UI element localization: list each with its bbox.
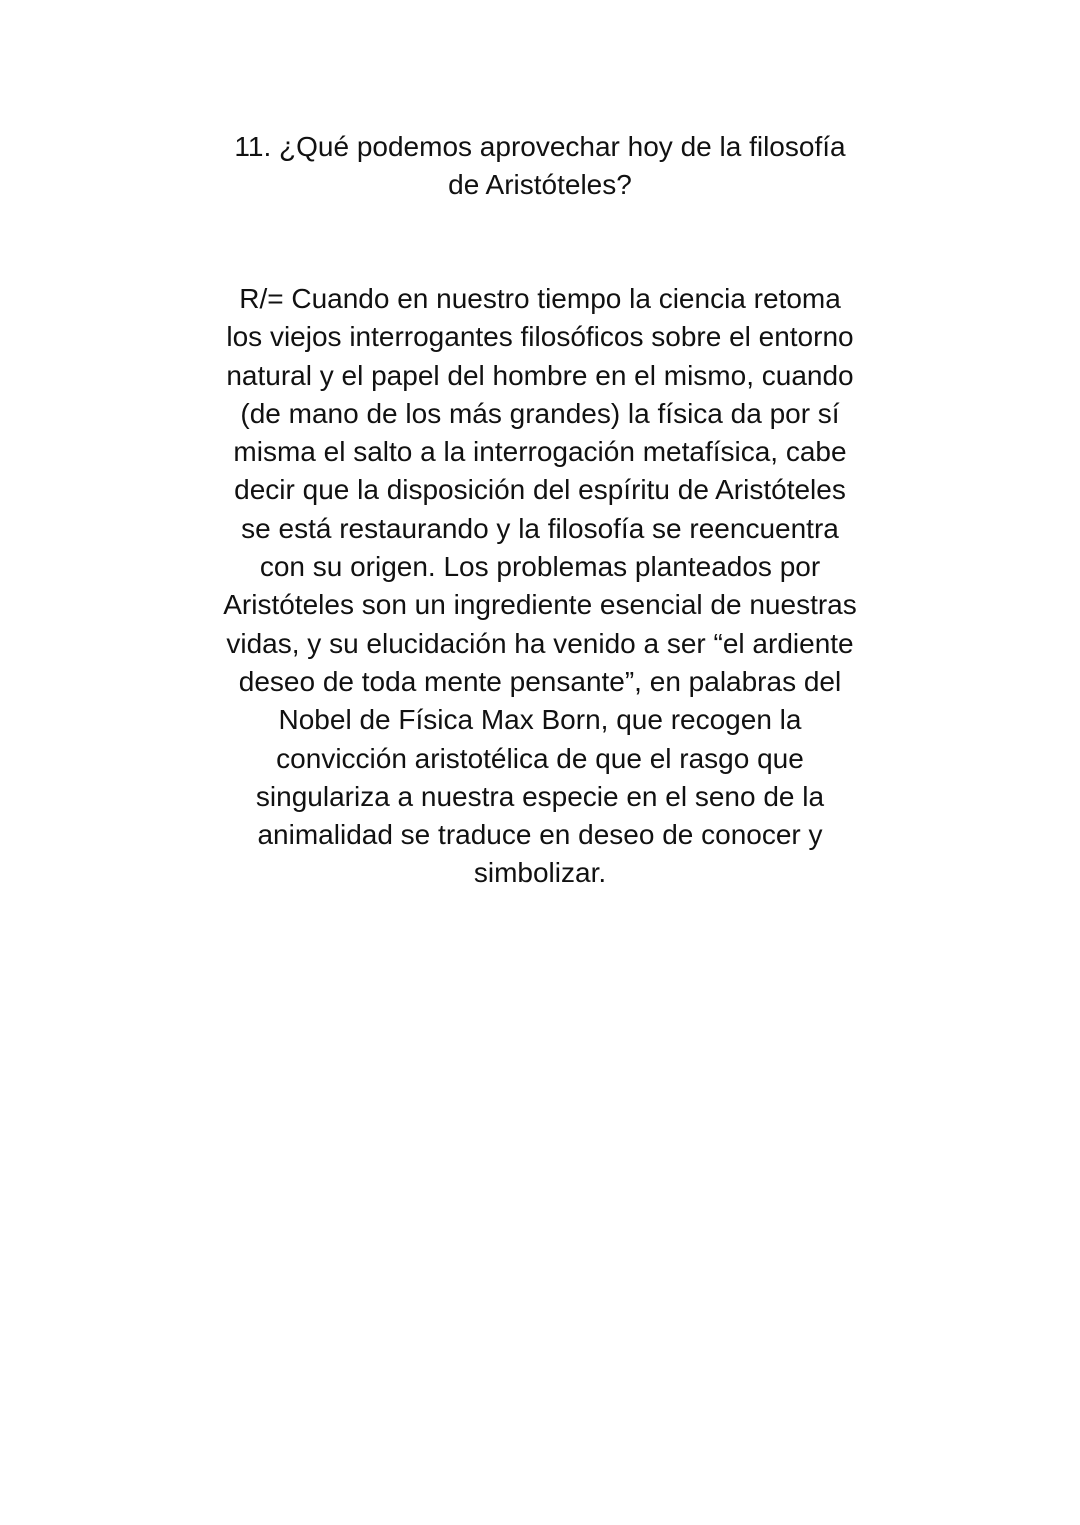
answer-line: R/= Cuando en nuestro tiempo la ciencia retoma [239, 283, 841, 314]
answer-line: simbolizar. [473, 857, 607, 889]
answer-line: con su origen. Los problemas planteados por [259, 551, 821, 583]
answer-line: se está restaurando y la filosofía se reencuentra [241, 512, 839, 544]
answer-line: Nobel de Física Max Born, que recogen la [278, 704, 802, 736]
answer-line: decir que la disposición del espíritu de Aristóteles [234, 474, 846, 506]
question-heading [0, 128, 1080, 205]
answer-line: animalidad se traduce en deseo de conocer y [257, 819, 823, 851]
answer-line: natural y el papel del hombre en el mismo, cuando [226, 359, 854, 391]
answer-line: singulariza a nuestra especie en el seno de la [255, 780, 825, 812]
answer-line: Aristóteles son un ingrediente esencial de nuestras [223, 589, 857, 621]
answer-line: (de mano de los más grandes) la física da por sí [240, 397, 840, 429]
answer-line: los viejos interrogantes filosóficos sobre el entorno [226, 321, 854, 353]
answer-line: deseo de toda mente pensante”, en palabras del [238, 665, 842, 697]
answer-line: convicción aristotélica de que el rasgo que [276, 742, 804, 774]
question-line: de Aristóteles? [448, 169, 632, 201]
answer-paragraph [0, 280, 1080, 893]
answer-line: misma el salto a la interrogación metafísica, cabe [233, 436, 847, 468]
question-line: 11. ¿Qué podemos aprovechar hoy de la filosofía [234, 131, 846, 162]
answer-line: vidas, y su elucidación ha venido a ser “el ardiente [226, 627, 854, 659]
